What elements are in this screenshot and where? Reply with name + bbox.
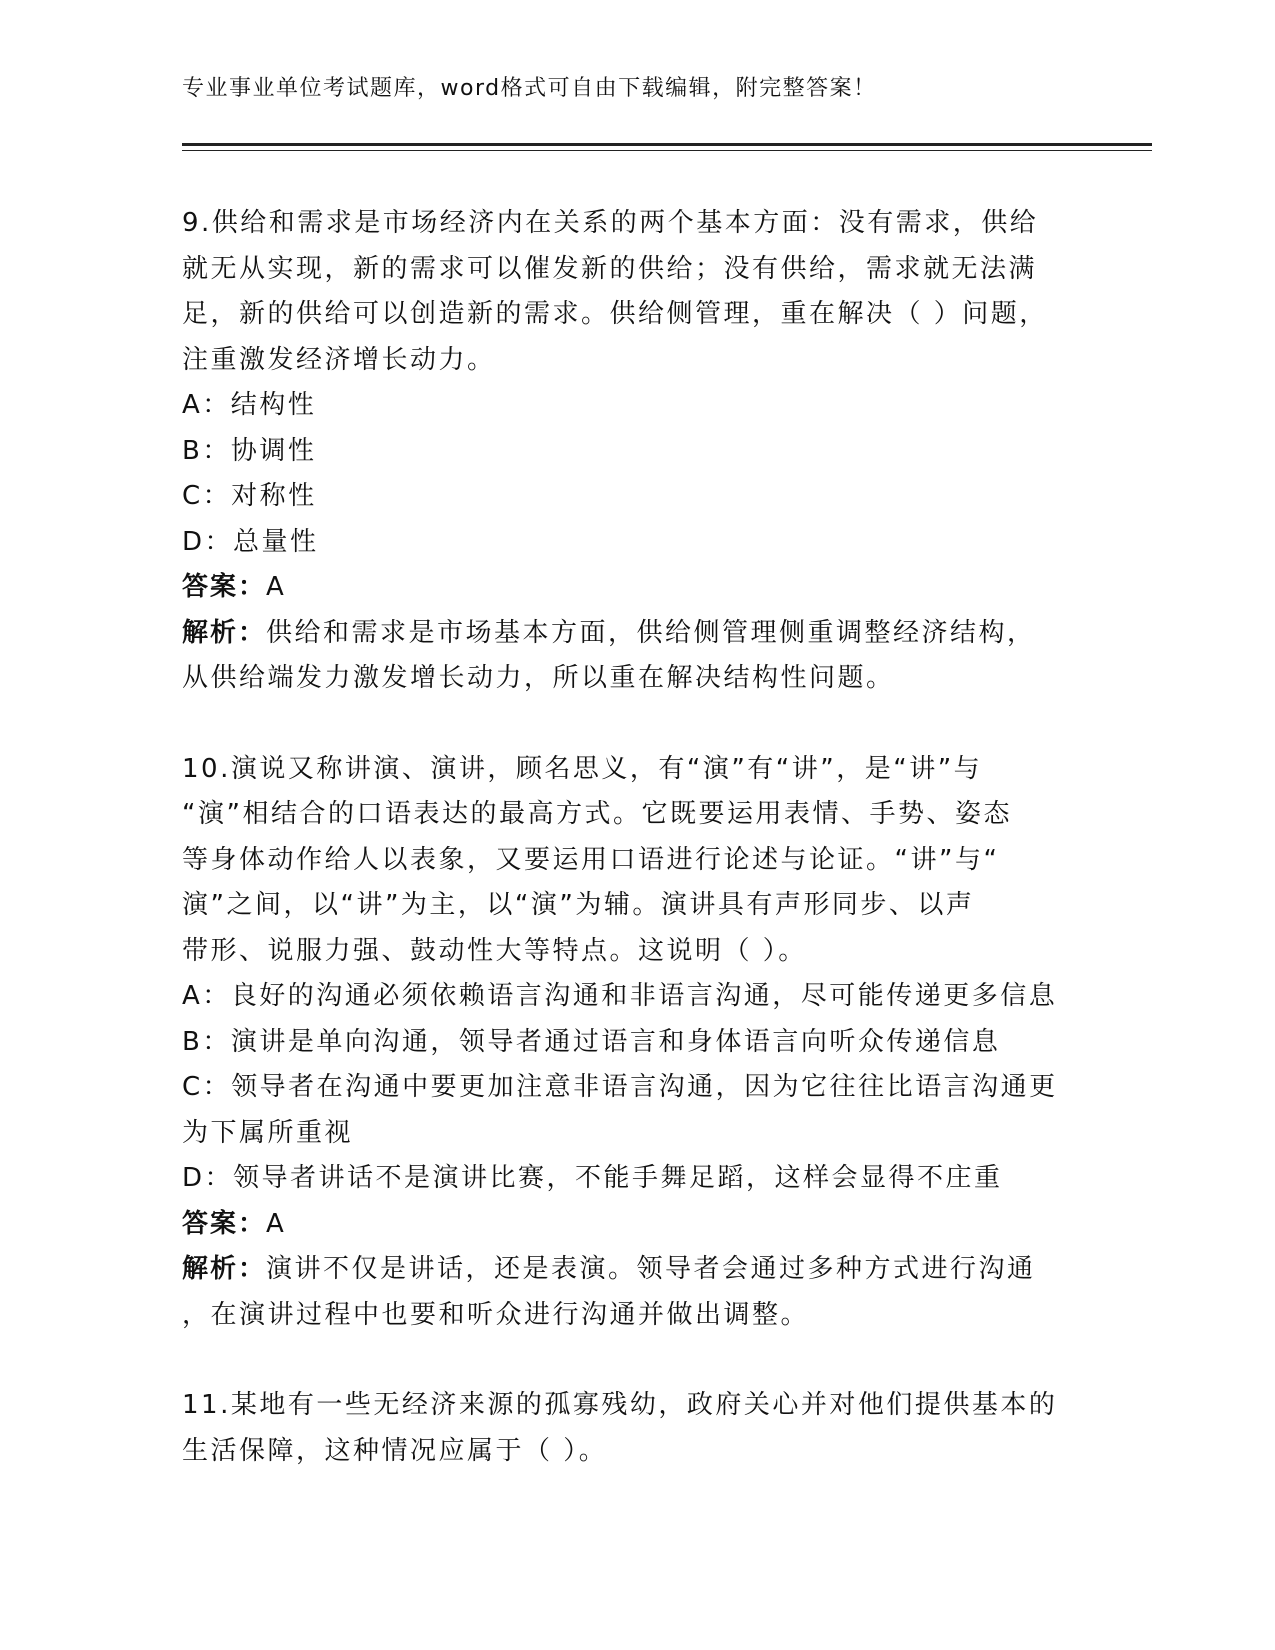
- analysis-text: 供给和需求是市场基本方面，供给侧管理侧重调整经济结构，: [266, 617, 1036, 648]
- question-stem-line: 演”之间，以“讲”为主，以“演”为辅。演讲具有声形同步、以声: [182, 890, 975, 920]
- question-stem-line: 带形、说服力强、鼓动性大等特点。这说明（ ）。: [182, 935, 807, 966]
- answer-value: A: [266, 1208, 287, 1239]
- answer-line: [182, 565, 1072, 611]
- answer-label: 答案：: [182, 572, 267, 602]
- option-line: A：结构性: [182, 390, 317, 420]
- question-stem-line: 生活保障，这种情况应属于（ ）。: [182, 1435, 608, 1466]
- option-line: C：对称性: [182, 481, 317, 511]
- answer-value: A: [266, 572, 287, 602]
- question-stem-line: 足，新的供给可以创造新的需求。供给侧管理，重在解决（ ）问题，: [182, 299, 1048, 329]
- header-rule-thick: [182, 143, 1152, 146]
- option-line: A：良好的沟通必须依赖语言沟通和非语言沟通，尽可能传递更多信息: [182, 981, 1058, 1011]
- question-block: [182, 1383, 1072, 1474]
- option-line: 为下属所重视: [182, 1117, 354, 1148]
- option-line: B：协调性: [182, 435, 317, 466]
- question-stem-line: 注重激发经济增长动力。: [182, 344, 496, 375]
- analysis-label: 解析：: [182, 1254, 267, 1284]
- answer-label: 答案：: [182, 1208, 267, 1239]
- analysis-text: 演讲不仅是讲话，还是表演。领导者会通过多种方式进行沟通: [266, 1254, 1036, 1284]
- analysis-label: 解析：: [182, 617, 267, 648]
- analysis-line: ，在演讲过程中也要和听众进行沟通并做出调整。: [182, 1299, 810, 1330]
- question-block: [182, 201, 1072, 702]
- question-stem-line: 11.某地有一些无经济来源的孤寡残幼，政府关心并对他们提供基本的: [182, 1390, 1058, 1420]
- option-line: B：演讲是单向沟通，领导者通过语言和身体语言向听众传递信息: [182, 1026, 1001, 1057]
- question-stem-line: “演”相结合的口语表达的最高方式。它既要运用表情、手势、姿态: [182, 799, 1012, 829]
- question-stem-line: 等身体动作给人以表象，又要运用口语进行论述与论证。“讲”与“: [182, 844, 1000, 875]
- option-line: D：领导者讲话不是演讲比赛，不能手舞足蹈，这样会显得不庄重: [182, 1163, 1003, 1193]
- option-line: D：总量性: [182, 526, 319, 557]
- header-rule-thin: [182, 150, 1152, 151]
- analysis-line: [182, 1247, 1072, 1293]
- answer-line: [182, 1202, 1072, 1248]
- question-list: [182, 201, 1072, 1519]
- question-stem-line: 9.供给和需求是市场经济内在关系的两个基本方面：没有需求，供给: [182, 208, 1039, 238]
- question-block: [182, 747, 1072, 1339]
- option-line: C：领导者在沟通中要更加注意非语言沟通，因为它往往比语言沟通更: [182, 1072, 1058, 1102]
- analysis-line: 从供给端发力激发增长动力，所以重在解决结构性问题。: [182, 663, 895, 693]
- analysis-line: [182, 611, 1072, 657]
- header-text: 专业事业单位考试题库，word格式可自由下载编辑，附完整答案！: [182, 76, 877, 101]
- question-stem-line: 10.演说又称讲演、演讲，顾名思义，有“演”有“讲”，是“讲”与: [182, 753, 983, 784]
- question-stem-line: 就无从实现，新的需求可以催发新的供给；没有供给，需求就无法满: [182, 253, 1038, 284]
